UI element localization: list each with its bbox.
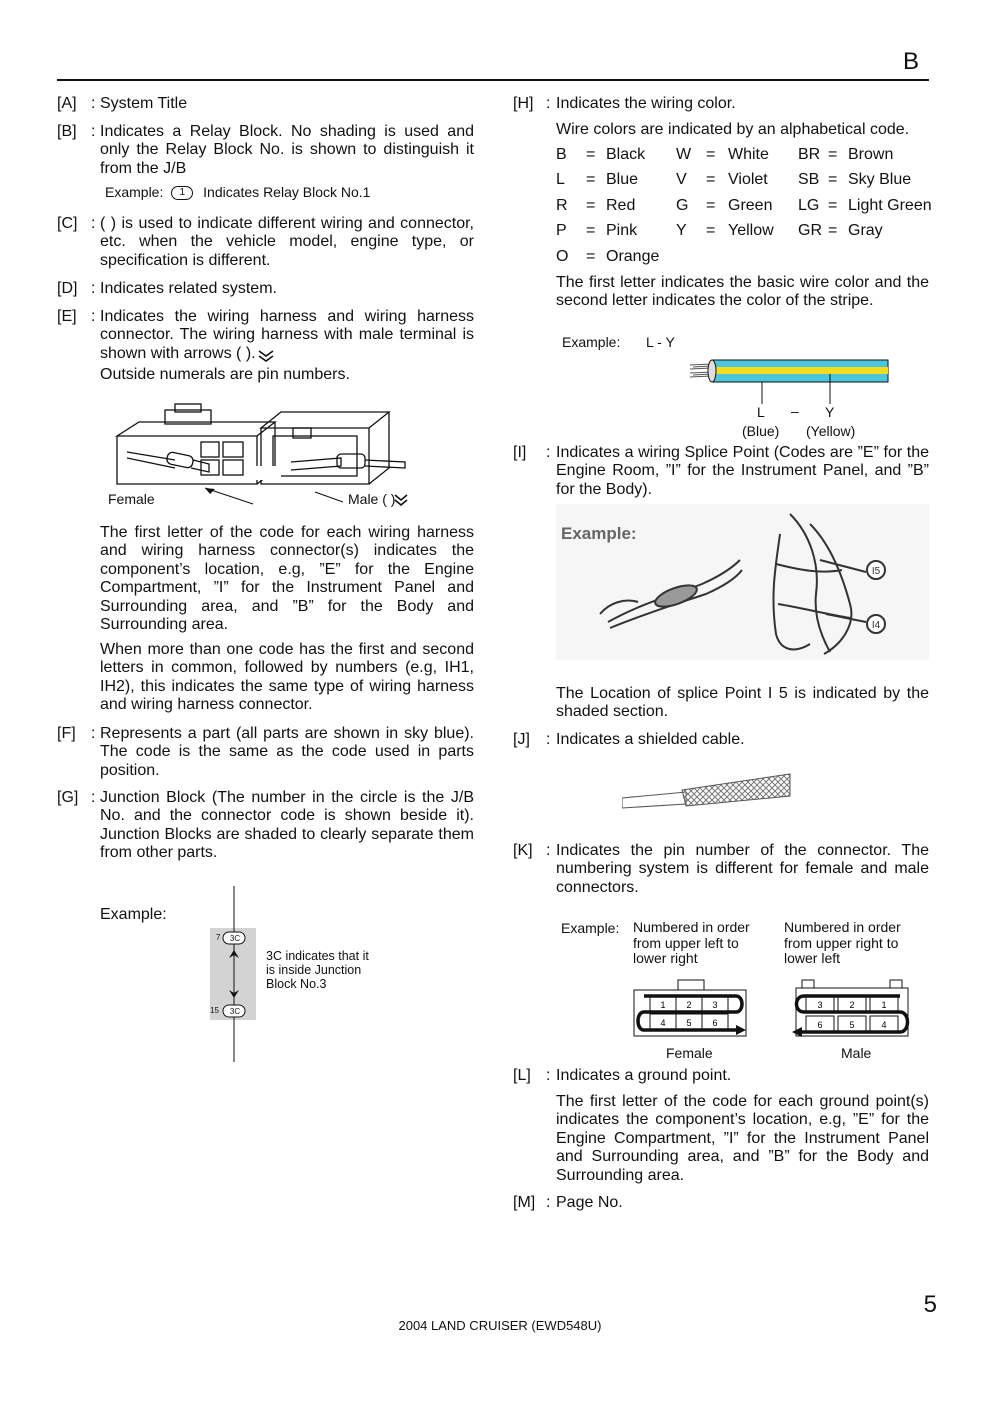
- male-label: Male ( ): [348, 491, 396, 507]
- item-tag: [M]: [513, 1194, 536, 1211]
- wire-left-caption: (Blue): [742, 423, 780, 439]
- wire-illustration: [690, 356, 892, 406]
- equals-sign: =: [706, 222, 716, 240]
- color-note: The first letter indicates the basic wire color and the second letter indicates the color of the stripe.: [556, 274, 929, 310]
- item-tag: [K]: [513, 842, 533, 859]
- item-text: Indicates a Relay Block. No shading is used and only the Relay Block No. is shown to distinguish it from the J/B: [100, 123, 474, 177]
- item-text: Page No.: [556, 1194, 623, 1211]
- color-row: [556, 142, 953, 168]
- splice-photo: [580, 504, 920, 660]
- item-tag: [G]: [57, 789, 79, 806]
- wire-color-table: [556, 142, 953, 270]
- equals-sign: =: [828, 196, 838, 214]
- item-tag: [E]: [57, 308, 77, 325]
- wire-example-code: L - Y: [646, 334, 675, 350]
- item-text: Indicates the wiring harness and wiring harness connector. The wiring harness with male terminal is shown with arrows ( ).: [100, 308, 474, 362]
- item-tag: [J]: [513, 731, 530, 748]
- colon: :: [546, 842, 551, 859]
- relay-block-number: 1: [171, 186, 193, 200]
- equals-sign: =: [828, 171, 838, 189]
- color-name: Orange: [606, 247, 660, 265]
- colon: :: [91, 308, 96, 325]
- color-code: G: [676, 196, 689, 214]
- jb-example-label: Example:: [100, 906, 167, 923]
- color-code: W: [676, 145, 692, 163]
- female-pin: 3: [712, 1000, 718, 1010]
- relay-example: [105, 184, 370, 200]
- color-name: Green: [728, 196, 773, 214]
- colon: :: [91, 280, 96, 297]
- color-code: L: [556, 171, 565, 189]
- colon: :: [546, 95, 551, 112]
- male-connector-diagram: [788, 978, 914, 1040]
- color-code: GR: [798, 222, 822, 240]
- male-arrow-icon: [257, 349, 275, 363]
- male-connector-label: Male: [841, 1045, 872, 1061]
- male-pin: 4: [881, 1020, 887, 1030]
- wire-right-caption: (Yellow): [806, 423, 856, 439]
- male-pin: 6: [817, 1020, 823, 1030]
- item-text: Indicates a wiring Splice Point (Codes are ”E” for the Engine Room, ”I” for the Instrument Panel, and ”B” for the Body).: [556, 444, 929, 498]
- relay-example-caption: Indicates Relay Block No.1: [203, 184, 371, 200]
- e-para-1: The first letter of the code for each wiring harness and wiring harness connector(s) indicates the component’s location, e.g, ”E” for the Engine Compartment, ”I” for the Instrument Panel and Surrounding area, and ”B” for the Body and Surrounding area.: [100, 524, 474, 634]
- colon: :: [91, 789, 96, 806]
- equals-sign: =: [706, 196, 716, 214]
- item-text: ( ) is used to indicate different wiring and connector, etc. when the vehicle model, engine type, or specification is different.: [100, 215, 474, 269]
- female-connector-diagram: [632, 978, 752, 1040]
- splice-callout-bottom: I4: [871, 620, 881, 631]
- female-pin: 6: [712, 1018, 718, 1028]
- shielded-cable-illustration: [622, 770, 794, 814]
- color-code: O: [556, 247, 569, 265]
- colon: :: [91, 123, 96, 140]
- color-code: Y: [676, 222, 687, 240]
- color-row: [556, 168, 953, 194]
- wire-example-label: Example:: [562, 334, 621, 350]
- item-text: Indicates the pin number of the connector. The numbering system is different for female and male connectors.: [556, 842, 929, 896]
- item-tag: [D]: [57, 280, 78, 297]
- male-pin: 3: [817, 1000, 823, 1010]
- document-title: 2004 LAND CRUISER (EWD548U): [398, 1318, 602, 1333]
- equals-sign: =: [586, 196, 596, 214]
- item-tag: [I]: [513, 444, 527, 461]
- color-name: Light Green: [848, 196, 932, 214]
- ground-note: The first letter of the code for each ground point(s) indicates the component’s location, e.g, ”E” for the Engine Compartment, ”I” for the Instrument Panel and Surrounding area, and ”B” for the Body and Surrounding area.: [556, 1093, 929, 1184]
- color-code: LG: [798, 196, 820, 214]
- equals-sign: =: [586, 247, 596, 265]
- color-row: [556, 193, 953, 219]
- equals-sign: =: [586, 222, 596, 240]
- color-row: [556, 219, 953, 245]
- equals-sign: =: [586, 145, 596, 163]
- item-text: Indicates a shielded cable.: [556, 731, 745, 748]
- male-arrow-icon: [393, 493, 409, 507]
- equals-sign: =: [828, 222, 838, 240]
- color-code: B: [556, 145, 567, 163]
- item-tag: [A]: [57, 95, 77, 112]
- page-number: 5: [923, 1291, 937, 1318]
- item-text: Indicates related system.: [100, 280, 277, 297]
- jb-code-top: 3C: [229, 934, 241, 943]
- colon: :: [91, 95, 96, 112]
- female-pin: 2: [686, 1000, 692, 1010]
- male-pin: 5: [849, 1020, 855, 1030]
- color-name: Yellow: [728, 222, 774, 240]
- junction-block-diagram: [206, 886, 266, 1064]
- colon: :: [546, 731, 551, 748]
- color-row: [556, 244, 953, 270]
- equals-sign: =: [706, 171, 716, 189]
- equals-sign: =: [586, 171, 596, 189]
- item-tag: [L]: [513, 1067, 531, 1084]
- color-code: R: [556, 196, 568, 214]
- color-name: Blue: [606, 171, 639, 189]
- pin-note: Outside numerals are pin numbers.: [100, 366, 350, 383]
- item-text: Indicates the wiring color.: [556, 95, 736, 112]
- item-tag: [C]: [57, 215, 78, 232]
- equals-sign: =: [706, 145, 716, 163]
- colon: :: [546, 1067, 551, 1084]
- equals-sign: =: [828, 145, 838, 163]
- colon: :: [91, 725, 96, 742]
- e-para-2: When more than one code has the first and second letters in common, followed by numbers (e.g, IH1, IH2), this indicates the same type of wiring harness and wiring harness connector.: [100, 641, 474, 714]
- item-text: Junction Block (The number in the circle is the J/B No. and the connector code is shown beside it). Junction Blocks are shaded to clearly separate them from other parts.: [100, 789, 474, 862]
- item-tag: [F]: [57, 725, 76, 742]
- color-name: Pink: [606, 222, 638, 240]
- color-name: Brown: [848, 145, 894, 163]
- color-code: BR: [798, 145, 821, 163]
- wire-right-letter: Y: [825, 404, 835, 420]
- wire-dash: –: [791, 403, 799, 419]
- male-pin-desc: Numbered in order from upper right to lower left: [784, 919, 901, 966]
- header-rule: [57, 79, 929, 81]
- item-tag: [B]: [57, 123, 77, 140]
- color-name: White: [728, 145, 769, 163]
- color-name: Red: [606, 196, 636, 214]
- jb-note: 3C indicates that it is inside Junction Block No.3: [266, 949, 369, 991]
- color-code: V: [676, 171, 687, 189]
- male-pin: 1: [881, 1000, 887, 1010]
- item-tag: [H]: [513, 95, 534, 112]
- item-text: System Title: [100, 95, 188, 112]
- colon: :: [546, 1194, 551, 1211]
- splice-callout-top: I5: [871, 566, 881, 577]
- color-code: P: [556, 222, 567, 240]
- jb-bottom-pin: 15: [210, 1006, 219, 1015]
- color-name: Violet: [728, 171, 768, 189]
- female-pin: 4: [660, 1018, 666, 1028]
- female-label: Female: [108, 491, 155, 507]
- male-pin: 2: [849, 1000, 855, 1010]
- splice-example-label: Example:: [561, 524, 637, 543]
- item-text: Represents a part (all parts are shown in sky blue). The code is the same as the code used in parts position.: [100, 725, 474, 779]
- relay-example-label: Example:: [105, 184, 164, 200]
- item-text: Indicates a ground point.: [556, 1067, 732, 1084]
- section-letter: B: [903, 48, 920, 75]
- pin-example-label: Example:: [561, 920, 620, 936]
- splice-note: The Location of splice Point I 5 is indicated by the shaded section.: [556, 685, 929, 721]
- female-connector-label: Female: [666, 1045, 713, 1061]
- color-name: Sky Blue: [848, 171, 912, 189]
- colon: :: [91, 215, 96, 232]
- female-pin: 1: [660, 1000, 666, 1010]
- female-pin-desc: Numbered in order from upper left to lower right: [633, 919, 750, 966]
- wire-left-letter: L: [757, 404, 765, 420]
- color-name: Gray: [848, 222, 883, 240]
- jb-top-pin: 7: [216, 933, 221, 942]
- colon: :: [546, 444, 551, 461]
- female-pin: 5: [686, 1018, 692, 1028]
- color-intro: Wire colors are indicated by an alphabetical code.: [556, 121, 910, 138]
- color-name: Black: [606, 145, 646, 163]
- jb-code-bottom: 3C: [229, 1007, 241, 1016]
- color-code: SB: [798, 171, 820, 189]
